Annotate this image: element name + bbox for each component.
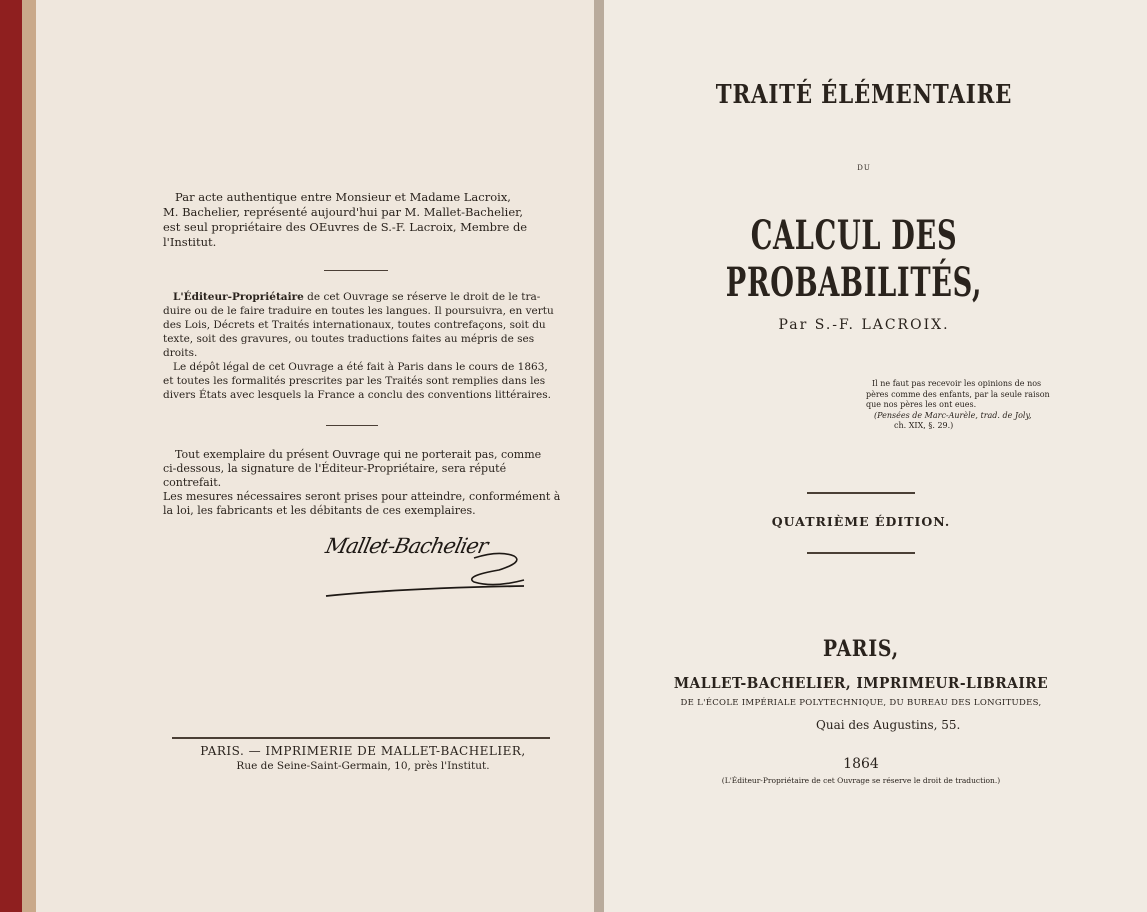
epigraph (866, 379, 1066, 432)
publisher-subtitle: DE L'ÉCOLE IMPÉRIALE POLYTECHNIQUE, DU BUREAU DES LONGITUDES, (680, 698, 1042, 708)
depot-line: Le dépôt légal de cet Ouvrage a été fait à Paris dans le cours de 1863, (173, 361, 548, 373)
left-page (36, 0, 598, 912)
title-line-2: CALCUL DES PROBABILITÉS, (725, 212, 983, 306)
counterfeit-notice (163, 448, 563, 518)
divider (807, 492, 915, 494)
page-edges (22, 0, 36, 912)
imprint-rule (172, 737, 550, 739)
epigraph-line: Il ne faut pas recevoir les opinions de nos (872, 379, 1042, 388)
author: Par S.-F. LACROIX. (778, 317, 950, 333)
depot-line: et toutes les formalités prescrites par les Traités sont remplies dans les (163, 375, 546, 387)
imprint-address: Rue de Seine-Saint-Germain, 10, près l'Institut. (236, 760, 490, 772)
epigraph-line: ch. XIX, §. 29.) (894, 421, 954, 430)
right-page (604, 0, 1147, 912)
rights-line: de cet Ouvrage se réserve le droit de le tra- (303, 291, 541, 303)
epigraph-line: que nos pères les ont eues. (866, 400, 977, 409)
title-line-1: TRAITÉ ÉLÉMENTAIRE (715, 80, 1013, 110)
rights-paragraph (163, 290, 563, 402)
rights-line: droits. (163, 347, 198, 359)
epigraph-line: pères comme des enfants, par la seule raison (866, 389, 1050, 399)
title-connector: DU (857, 164, 871, 172)
rights-line: texte, soit des gravures, ou toutes traductions faites au mépris de ses (163, 333, 535, 345)
year: 1864 (843, 756, 879, 772)
rights-line: des Lois, Décrets et Traités internationaux, toutes contrefaçons, soit du (163, 319, 546, 331)
notice-line: est seul propriétaire des OEuvres de S.-F. Lacroix, Membre de (163, 220, 528, 234)
publisher: MALLET-BACHELIER, IMPRIMEUR-LIBRAIRE (673, 674, 1049, 692)
exemplaire-line: ci-dessous, la signature de l'Éditeur-Propriétaire, sera réputé contrefait. (163, 462, 507, 489)
publisher-signature: Mallet-Bachelier (324, 530, 544, 606)
rights-note: (L'Éditeur-Propriétaire de cet Ouvrage se réserve le droit de traduction.) (721, 776, 1001, 785)
rights-title: L'Éditeur-Propriétaire (173, 291, 304, 303)
exemplaire-line: la loi, les fabricants et les débitants de ces exemplaires. (163, 504, 476, 517)
rights-line: duire ou de le faire traduire en toutes les langues. Il poursuivra, en vertu (163, 305, 554, 317)
address: Quai des Augustins, 55. (816, 718, 961, 732)
notice-line: l'Institut. (163, 235, 217, 249)
divider (326, 425, 378, 426)
edition: QUATRIÈME ÉDITION. (771, 514, 951, 529)
ownership-notice (163, 190, 563, 250)
notice-line: Par acte authentique entre Monsieur et Madame Lacroix, (175, 190, 511, 204)
depot-line: divers États avec lesquels la France a conclu des conventions littéraires. (163, 389, 551, 401)
city: PARIS, (823, 636, 899, 662)
divider (807, 552, 915, 554)
divider (324, 270, 388, 271)
notice-line: M. Bachelier, représenté aujourd'hui par M. Mallet-Bachelier, (163, 205, 524, 219)
imprint-line: PARIS. — IMPRIMERIE DE MALLET-BACHELIER, (200, 744, 526, 758)
epigraph-line: (Pensées de Marc-Aurèle, trad. de Joly, (874, 410, 1032, 420)
exemplaire-line: Les mesures nécessaires seront prises pour atteindre, conformément à (163, 490, 561, 503)
exemplaire-line: Tout exemplaire du présent Ouvrage qui ne porterait pas, comme (175, 448, 542, 461)
